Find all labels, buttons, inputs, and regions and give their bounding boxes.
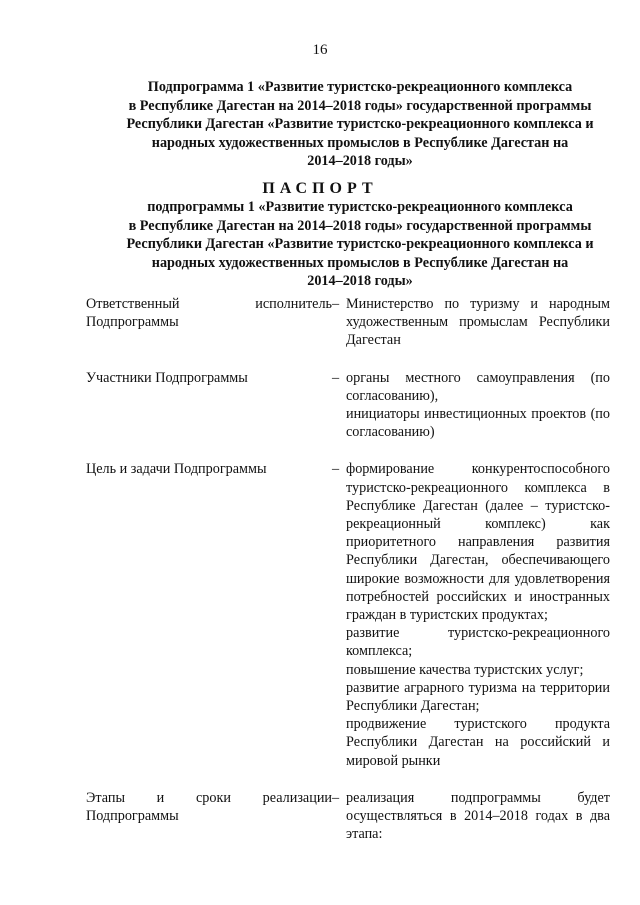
row-value-paragraph: органы местного самоуправления (по согласованию), bbox=[346, 369, 610, 404]
row-value-paragraph: реализация подпрограммы будет осуществляться в 2014–2018 годах в два этапа: bbox=[346, 789, 610, 843]
subprogram-title-line: народных художественных промыслов в Республике Дагестан на bbox=[151, 134, 569, 151]
subprogram-title-line: 2014–2018 годы» bbox=[307, 153, 413, 169]
row-label bbox=[86, 369, 332, 442]
row-label-line: Цель и задачи Подпрограммы bbox=[86, 461, 267, 478]
row-dash: – bbox=[332, 369, 340, 386]
row-value-paragraph: развитие аграрного туризма на территории Республики Дагестан; bbox=[346, 679, 610, 715]
row-label-line: Участники Подпрограммы bbox=[86, 369, 248, 386]
passport-subtitle-line: 2014–2018 годы» bbox=[307, 273, 413, 289]
row-value bbox=[346, 789, 610, 844]
row-label bbox=[86, 789, 332, 844]
row-label-line: Этапы и сроки реализации bbox=[86, 789, 332, 806]
row-value-paragraph: Министерство по туризму и народным художественным промыслам Республики Дагестан bbox=[346, 296, 610, 349]
row-dash: – bbox=[332, 296, 340, 312]
row-dash: – bbox=[332, 461, 340, 478]
row-value bbox=[346, 369, 610, 442]
row-label bbox=[86, 460, 332, 769]
row-label-line: Ответственный исполнитель bbox=[86, 296, 332, 312]
row-label bbox=[86, 295, 332, 350]
row-value bbox=[346, 295, 610, 350]
subprogram-title-line: Подпрограмма 1 «Развитие туристско-рекреационного комплекса bbox=[147, 79, 573, 95]
subprogram-title-line: Республики Дагестан «Развитие туристско-рекреационного комплекса и bbox=[126, 116, 594, 132]
row-value-paragraph: формирование конкурентоспособного туристско-рекреационного комплекса в Республике Дагестан (далее – туристско-рекреационный комплекс) как приоритетного направления развития Республики Дагестан, обеспечивающего широкие возможности для удовлетворения потребностей российских и иностранных граждан в туристских продуктах; bbox=[346, 461, 610, 624]
passport-table bbox=[86, 295, 610, 843]
row-value-paragraph: повышение качества туристских услуг; bbox=[346, 661, 584, 678]
row-value-paragraph: продвижение туристского продукта Республики Дагестан на российский и мировой рынки bbox=[346, 716, 610, 769]
row-label-line: Подпрограммы bbox=[86, 808, 179, 825]
row-value-paragraph: развитие туристско-рекреационного комплекса; bbox=[346, 625, 610, 660]
subprogram-title-line: в Республике Дагестан на 2014–2018 годы» государственной программы bbox=[128, 97, 592, 114]
passport-subtitle-line: Республики Дагестан «Развитие туристско-рекреационного комплекса и bbox=[126, 236, 594, 252]
page-number: 16 bbox=[312, 42, 328, 58]
passport-subtitle-line: в Республике Дагестан на 2014–2018 годы» государственной программы bbox=[128, 217, 592, 234]
passport-row-participants bbox=[86, 369, 610, 442]
passport-subtitle bbox=[80, 198, 640, 291]
subprogram-title bbox=[80, 78, 640, 171]
passport-heading: ПАСПОРТ bbox=[262, 180, 378, 197]
row-value-paragraph: инициаторы инвестиционных проектов (по согласованию) bbox=[346, 406, 610, 441]
passport-row-stages bbox=[86, 789, 610, 844]
row-value bbox=[346, 460, 610, 769]
passport-row-responsible bbox=[86, 295, 610, 350]
passport-row-goals bbox=[86, 460, 610, 769]
passport-subtitle-line: народных художественных промыслов в Республике Дагестан на bbox=[151, 254, 569, 271]
row-dash: – bbox=[332, 789, 340, 806]
row-label-line: Подпрограммы bbox=[86, 314, 179, 331]
passport-subtitle-line: подпрограммы 1 «Развитие туристско-рекреационного комплекса bbox=[147, 199, 573, 215]
